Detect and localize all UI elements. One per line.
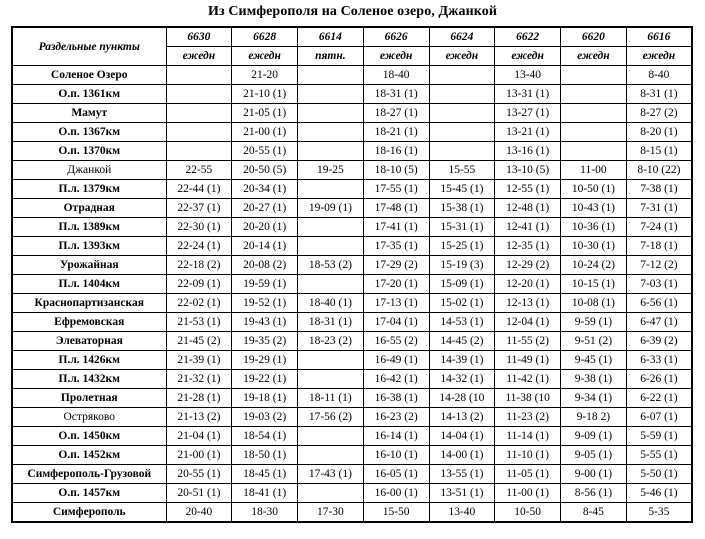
time-cell: [166, 85, 232, 104]
time-cell: [429, 66, 495, 85]
time-cell: 14-04 (1): [429, 427, 495, 446]
train-frequency: ежедн: [232, 47, 298, 66]
time-cell: [166, 123, 232, 142]
time-cell: 14-00 (1): [429, 446, 495, 465]
time-cell: 11-38 (10: [495, 389, 561, 408]
train-frequency: ежедн: [561, 47, 627, 66]
time-cell: 12-55 (1): [495, 180, 561, 199]
time-cell: 14-28 (10: [429, 389, 495, 408]
time-cell: [429, 123, 495, 142]
time-cell: 9-00 (1): [561, 465, 627, 484]
time-cell: 21-39 (1): [166, 351, 232, 370]
train-number: 6630: [166, 27, 232, 47]
time-cell: 6-33 (1): [626, 351, 692, 370]
train-number: 6628: [232, 27, 298, 47]
time-cell: 20-40: [166, 503, 232, 523]
time-cell: [298, 180, 364, 199]
time-cell: [429, 142, 495, 161]
table-row: [12, 161, 692, 180]
time-cell: 13-40: [429, 503, 495, 523]
table-row: [12, 218, 692, 237]
train-number: 6622: [495, 27, 561, 47]
time-cell: 15-45 (1): [429, 180, 495, 199]
time-cell: 10-50 (1): [561, 180, 627, 199]
station-name: Соленое Озеро: [12, 66, 166, 85]
time-cell: 8-45: [561, 503, 627, 523]
station-name: П.л. 1404км: [12, 275, 166, 294]
table-row: [12, 180, 692, 199]
time-cell: 5-46 (1): [626, 484, 692, 503]
time-cell: 14-13 (2): [429, 408, 495, 427]
train-number-row: [12, 27, 692, 47]
time-cell: 17-20 (1): [363, 275, 429, 294]
table-row: [12, 408, 692, 427]
time-cell: [561, 66, 627, 85]
table-row: [12, 85, 692, 104]
time-cell: 17-13 (1): [363, 294, 429, 313]
table-row: [12, 389, 692, 408]
time-cell: 9-45 (1): [561, 351, 627, 370]
time-cell: 21-10 (1): [232, 85, 298, 104]
time-cell: 17-35 (1): [363, 237, 429, 256]
table-row: [12, 332, 692, 351]
time-cell: 20-20 (1): [232, 218, 298, 237]
time-cell: 19-29 (1): [232, 351, 298, 370]
time-cell: 17-43 (1): [298, 465, 364, 484]
table-row: [12, 427, 692, 446]
time-cell: 18-11 (1): [298, 389, 364, 408]
time-cell: 7-03 (1): [626, 275, 692, 294]
time-cell: 18-27 (1): [363, 104, 429, 123]
time-cell: 18-54 (1): [232, 427, 298, 446]
time-cell: 5-50 (1): [626, 465, 692, 484]
time-cell: 5-35: [626, 503, 692, 523]
time-cell: 7-12 (2): [626, 256, 692, 275]
time-cell: [298, 370, 364, 389]
time-cell: 5-55 (1): [626, 446, 692, 465]
time-cell: 19-59 (1): [232, 275, 298, 294]
train-number: 6626: [363, 27, 429, 47]
time-cell: 20-51 (1): [166, 484, 232, 503]
time-cell: 21-32 (1): [166, 370, 232, 389]
time-cell: 14-39 (1): [429, 351, 495, 370]
time-cell: [298, 85, 364, 104]
time-cell: 19-03 (2): [232, 408, 298, 427]
time-cell: 21-20: [232, 66, 298, 85]
time-cell: 16-38 (1): [363, 389, 429, 408]
time-cell: 11-42 (1): [495, 370, 561, 389]
time-cell: 16-14 (1): [363, 427, 429, 446]
time-cell: [166, 66, 232, 85]
table-row: [12, 351, 692, 370]
time-cell: [298, 104, 364, 123]
time-cell: [298, 123, 364, 142]
time-cell: 22-18 (2): [166, 256, 232, 275]
time-cell: [429, 85, 495, 104]
table-row: [12, 465, 692, 484]
station-name: Джанкой: [12, 161, 166, 180]
time-cell: 17-30: [298, 503, 364, 523]
time-cell: 18-30: [232, 503, 298, 523]
station-name: П.л. 1426км: [12, 351, 166, 370]
station-name: О.п. 1457км: [12, 484, 166, 503]
time-cell: 19-43 (1): [232, 313, 298, 332]
time-cell: 13-27 (1): [495, 104, 561, 123]
time-cell: 18-53 (2): [298, 256, 364, 275]
time-cell: 20-34 (1): [232, 180, 298, 199]
time-cell: 18-41 (1): [232, 484, 298, 503]
station-name: Отрадная: [12, 199, 166, 218]
train-number: 6614: [298, 27, 364, 47]
time-cell: 13-40: [495, 66, 561, 85]
time-cell: 21-04 (1): [166, 427, 232, 446]
train-frequency: ежедн: [626, 47, 692, 66]
time-cell: 15-38 (1): [429, 199, 495, 218]
time-cell: 17-56 (2): [298, 408, 364, 427]
station-name: О.п. 1450км: [12, 427, 166, 446]
time-cell: 11-00 (1): [495, 484, 561, 503]
station-name: П.л. 1379км: [12, 180, 166, 199]
time-cell: [298, 275, 364, 294]
time-cell: 21-13 (2): [166, 408, 232, 427]
time-cell: 16-05 (1): [363, 465, 429, 484]
time-cell: 10-15 (1): [561, 275, 627, 294]
time-cell: 5-59 (1): [626, 427, 692, 446]
station-name: О.п. 1361км: [12, 85, 166, 104]
station-name: О.п. 1370км: [12, 142, 166, 161]
time-cell: 10-30 (1): [561, 237, 627, 256]
time-cell: 18-50 (1): [232, 446, 298, 465]
time-cell: 19-25: [298, 161, 364, 180]
station-name: Ефремовская: [12, 313, 166, 332]
time-cell: 12-35 (1): [495, 237, 561, 256]
time-cell: 18-31 (1): [298, 313, 364, 332]
station-name: Симферополь-Грузовой: [12, 465, 166, 484]
time-cell: 13-55 (1): [429, 465, 495, 484]
table-row: [12, 256, 692, 275]
time-cell: [561, 142, 627, 161]
train-frequency: ежедн: [495, 47, 561, 66]
time-cell: 16-49 (1): [363, 351, 429, 370]
time-cell: 20-50 (5): [232, 161, 298, 180]
time-cell: 17-48 (1): [363, 199, 429, 218]
station-name: П.л. 1393км: [12, 237, 166, 256]
time-cell: 14-53 (1): [429, 313, 495, 332]
time-cell: 10-43 (1): [561, 199, 627, 218]
time-cell: 12-41 (1): [495, 218, 561, 237]
table-row: [12, 313, 692, 332]
time-cell: 9-09 (1): [561, 427, 627, 446]
time-cell: 8-10 (22): [626, 161, 692, 180]
time-cell: [298, 427, 364, 446]
station-name: П.л. 1389км: [12, 218, 166, 237]
time-cell: 8-40: [626, 66, 692, 85]
time-cell: 19-35 (2): [232, 332, 298, 351]
train-number: 6624: [429, 27, 495, 47]
time-cell: 15-02 (1): [429, 294, 495, 313]
table-row: [12, 104, 692, 123]
time-cell: 18-40 (1): [298, 294, 364, 313]
station-name: Остряково: [12, 408, 166, 427]
time-cell: 13-31 (1): [495, 85, 561, 104]
time-cell: 22-09 (1): [166, 275, 232, 294]
time-cell: 21-28 (1): [166, 389, 232, 408]
time-cell: 7-31 (1): [626, 199, 692, 218]
time-cell: [561, 104, 627, 123]
station-name: Симферополь: [12, 503, 166, 523]
station-name: Элеваторная: [12, 332, 166, 351]
time-cell: 15-19 (3): [429, 256, 495, 275]
timetable: [11, 26, 693, 523]
time-cell: 11-00: [561, 161, 627, 180]
train-frequency: ежедн: [166, 47, 232, 66]
table-row: [12, 446, 692, 465]
time-cell: 18-40: [363, 66, 429, 85]
time-cell: 18-31 (1): [363, 85, 429, 104]
time-cell: 16-42 (1): [363, 370, 429, 389]
time-cell: 9-34 (1): [561, 389, 627, 408]
time-cell: 6-56 (1): [626, 294, 692, 313]
time-cell: 21-45 (2): [166, 332, 232, 351]
station-name: Пролетная: [12, 389, 166, 408]
table-row: [12, 503, 692, 523]
station-name: Мамут: [12, 104, 166, 123]
time-cell: 6-39 (2): [626, 332, 692, 351]
time-cell: 12-29 (2): [495, 256, 561, 275]
train-frequency: ежедн: [363, 47, 429, 66]
time-cell: 13-21 (1): [495, 123, 561, 142]
time-cell: 16-10 (1): [363, 446, 429, 465]
time-cell: 21-00 (1): [166, 446, 232, 465]
table-row: [12, 275, 692, 294]
time-cell: 6-47 (1): [626, 313, 692, 332]
time-cell: 16-23 (2): [363, 408, 429, 427]
table-row: [12, 66, 692, 85]
time-cell: 19-18 (1): [232, 389, 298, 408]
time-cell: 7-18 (1): [626, 237, 692, 256]
time-cell: 17-41 (1): [363, 218, 429, 237]
station-name: Урожайная: [12, 256, 166, 275]
time-cell: 18-16 (1): [363, 142, 429, 161]
time-cell: 17-55 (1): [363, 180, 429, 199]
station-name: О.п. 1452км: [12, 446, 166, 465]
time-cell: 17-04 (1): [363, 313, 429, 332]
time-cell: [166, 104, 232, 123]
time-cell: 12-20 (1): [495, 275, 561, 294]
time-cell: [429, 104, 495, 123]
time-cell: 15-55: [429, 161, 495, 180]
time-cell: 11-10 (1): [495, 446, 561, 465]
time-cell: 15-25 (1): [429, 237, 495, 256]
time-cell: 10-24 (2): [561, 256, 627, 275]
time-cell: 8-15 (1): [626, 142, 692, 161]
train-number: 6616: [626, 27, 692, 47]
time-cell: 22-44 (1): [166, 180, 232, 199]
time-cell: [298, 66, 364, 85]
table-row: [12, 199, 692, 218]
time-cell: 13-51 (1): [429, 484, 495, 503]
time-cell: 9-51 (2): [561, 332, 627, 351]
time-cell: [298, 446, 364, 465]
time-cell: 21-00 (1): [232, 123, 298, 142]
time-cell: [298, 142, 364, 161]
time-cell: 18-10 (5): [363, 161, 429, 180]
timetable-body: [12, 66, 692, 523]
time-cell: 11-05 (1): [495, 465, 561, 484]
time-cell: 19-22 (1): [232, 370, 298, 389]
train-frequency: пятн.: [298, 47, 364, 66]
time-cell: 11-55 (2): [495, 332, 561, 351]
time-cell: 8-31 (1): [626, 85, 692, 104]
time-cell: 22-24 (1): [166, 237, 232, 256]
time-cell: 6-22 (1): [626, 389, 692, 408]
time-cell: 18-21 (1): [363, 123, 429, 142]
time-cell: 12-48 (1): [495, 199, 561, 218]
time-cell: 17-29 (2): [363, 256, 429, 275]
time-cell: 6-26 (1): [626, 370, 692, 389]
time-cell: [298, 351, 364, 370]
time-cell: 22-30 (1): [166, 218, 232, 237]
time-cell: [166, 142, 232, 161]
table-row: [12, 142, 692, 161]
time-cell: 20-55 (1): [232, 142, 298, 161]
time-cell: 7-38 (1): [626, 180, 692, 199]
time-cell: 12-13 (1): [495, 294, 561, 313]
time-cell: 18-23 (2): [298, 332, 364, 351]
time-cell: 15-31 (1): [429, 218, 495, 237]
time-cell: 19-09 (1): [298, 199, 364, 218]
time-cell: 15-50: [363, 503, 429, 523]
table-row: [12, 370, 692, 389]
station-name: П.л. 1432км: [12, 370, 166, 389]
train-frequency: ежедн: [429, 47, 495, 66]
time-cell: 13-16 (1): [495, 142, 561, 161]
table-row: [12, 484, 692, 503]
time-cell: 15-09 (1): [429, 275, 495, 294]
time-cell: 8-20 (1): [626, 123, 692, 142]
time-cell: 21-05 (1): [232, 104, 298, 123]
time-cell: 16-00 (1): [363, 484, 429, 503]
time-cell: 11-14 (1): [495, 427, 561, 446]
time-cell: 8-27 (2): [626, 104, 692, 123]
time-cell: 20-08 (2): [232, 256, 298, 275]
time-cell: 12-04 (1): [495, 313, 561, 332]
time-cell: 6-07 (1): [626, 408, 692, 427]
time-cell: 22-02 (1): [166, 294, 232, 313]
time-cell: 20-55 (1): [166, 465, 232, 484]
time-cell: 21-53 (1): [166, 313, 232, 332]
time-cell: [298, 218, 364, 237]
time-cell: 9-38 (1): [561, 370, 627, 389]
time-cell: 9-59 (1): [561, 313, 627, 332]
time-cell: 14-32 (1): [429, 370, 495, 389]
time-cell: 7-24 (1): [626, 218, 692, 237]
time-cell: 10-36 (1): [561, 218, 627, 237]
page-title: Из Симферополя на Соленое озеро, Джанкой: [208, 4, 497, 19]
time-cell: 22-37 (1): [166, 199, 232, 218]
time-cell: [561, 85, 627, 104]
station-name: О.п. 1367км: [12, 123, 166, 142]
table-row: [12, 237, 692, 256]
time-cell: 18-45 (1): [232, 465, 298, 484]
time-cell: 9-05 (1): [561, 446, 627, 465]
time-cell: 22-55: [166, 161, 232, 180]
time-cell: 13-10 (5): [495, 161, 561, 180]
time-cell: 19-52 (1): [232, 294, 298, 313]
time-cell: 16-55 (2): [363, 332, 429, 351]
train-number: 6620: [561, 27, 627, 47]
time-cell: 8-56 (1): [561, 484, 627, 503]
time-cell: 11-23 (2): [495, 408, 561, 427]
time-cell: 14-45 (2): [429, 332, 495, 351]
table-row: [12, 123, 692, 142]
table-row: [12, 294, 692, 313]
time-cell: 20-14 (1): [232, 237, 298, 256]
time-cell: 10-08 (1): [561, 294, 627, 313]
time-cell: 11-49 (1): [495, 351, 561, 370]
time-cell: 10-50: [495, 503, 561, 523]
time-cell: [298, 484, 364, 503]
time-cell: 20-27 (1): [232, 199, 298, 218]
time-cell: 9-18 2): [561, 408, 627, 427]
stations-header: Раздельные пункты: [12, 27, 166, 66]
time-cell: [298, 237, 364, 256]
station-name: Краснопартизанская: [12, 294, 166, 313]
time-cell: [561, 123, 627, 142]
